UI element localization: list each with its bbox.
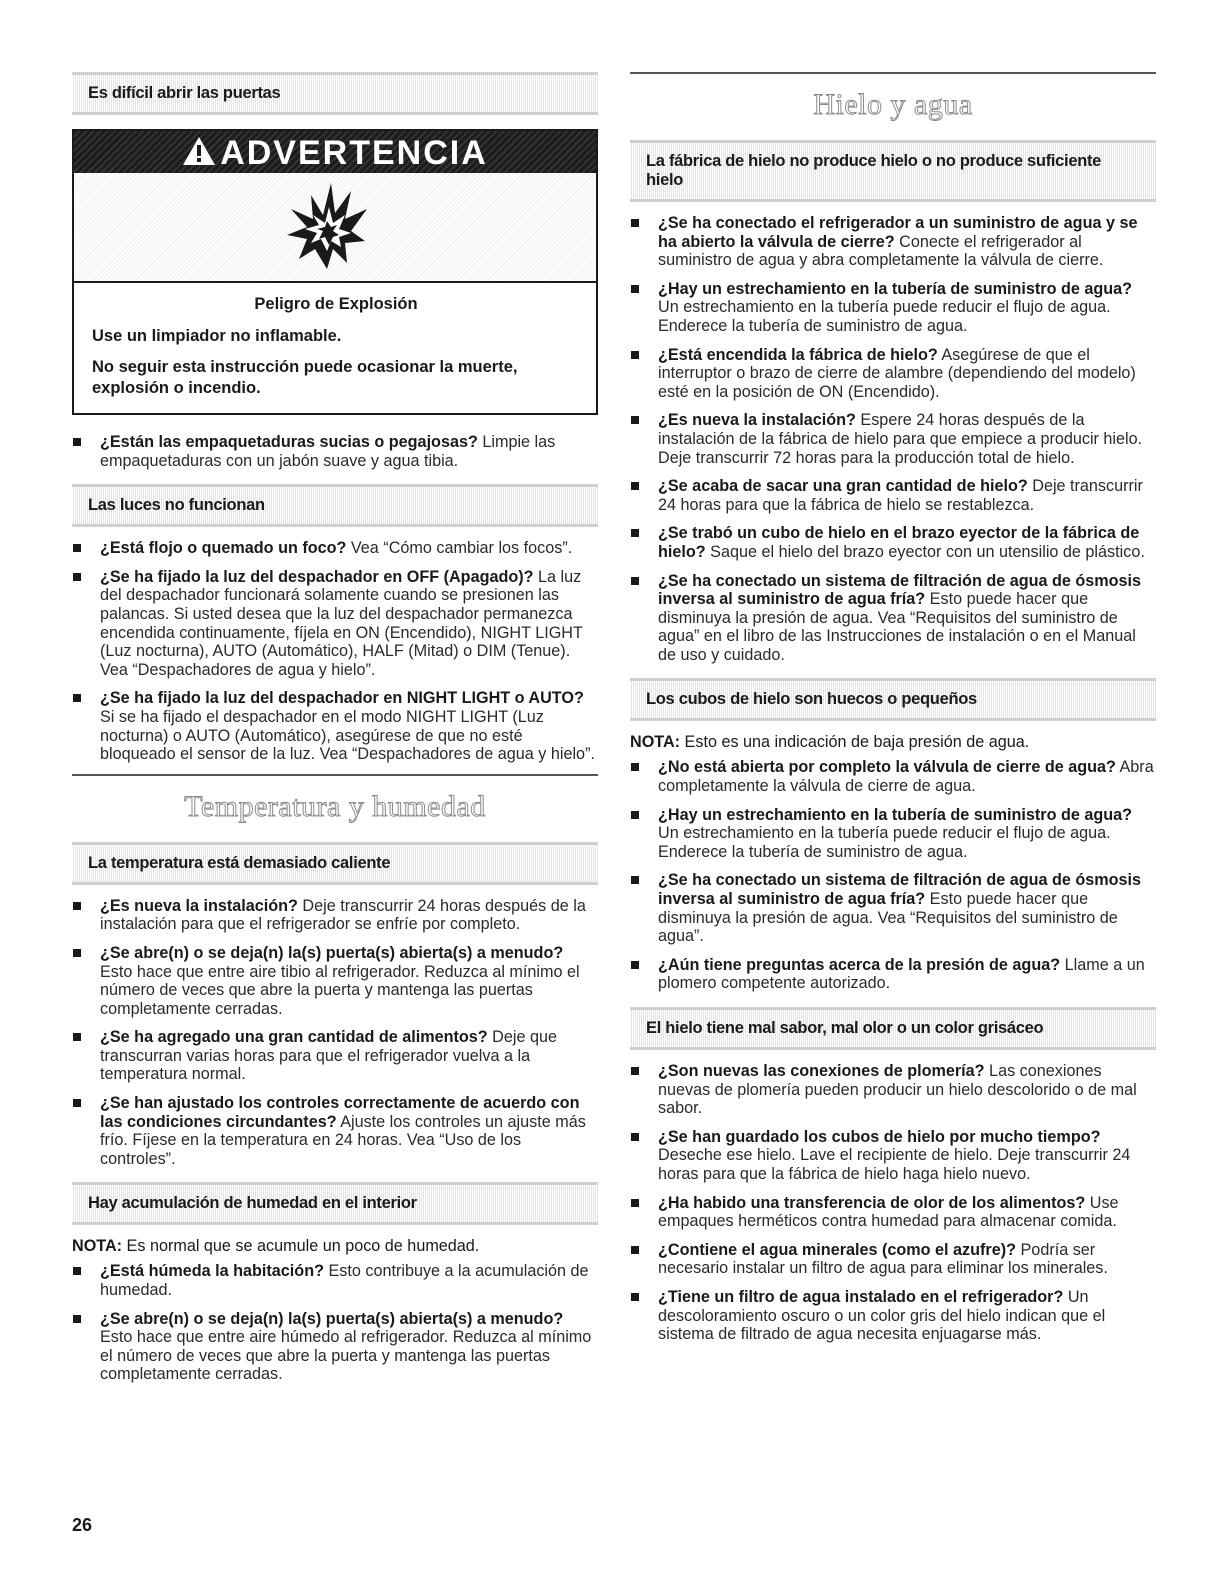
bullet-icon: [73, 949, 81, 957]
bullet-icon: [73, 1033, 81, 1041]
list-item: ¿Está húmeda la habitación? Esto contribuye a la acumulación de humedad.: [72, 1262, 598, 1299]
bullet-icon: [631, 1293, 639, 1301]
list-item: ¿No está abierta por completo la válvula de cierre de agua? Abra completamente la válvula de cierre de agua.: [630, 758, 1156, 795]
list-item: ¿Se ha conectado un sistema de filtración de agua de ósmosis inversa al suministro de agua fría? Esto puede hacer que disminuya la presión de agua. Vea “Requisitos del suministro de agua”.: [630, 871, 1156, 945]
bullet-icon: [631, 1246, 639, 1254]
list-item: ¿Se ha fijado la luz del despachador en OFF (Apagado)? La luz del despachador funcionará solamente cuando se presionen las palancas. Si usted desea que la luz del despachador permanezca encendida continuamente, fíjela en ON (Encendido), NIGHT LIGHT (Luz nocturna), AUTO (Automático), HALF (Mitad) o DIM (Tenue). Vea “Despachadores de agua y hielo”.: [72, 568, 598, 680]
list-item: ¿Ha habido una transferencia de olor de los alimentos? Use empaques herméticos contra humedad para almacenar comida.: [630, 1194, 1156, 1231]
bullet-icon: [73, 694, 81, 702]
bullet-icon: [73, 1099, 81, 1107]
bullet-icon: [73, 1315, 81, 1323]
bullet-icon: [631, 1199, 639, 1207]
taste-list: [630, 1062, 1156, 1344]
explosion-icon: [285, 179, 369, 271]
section-heading-moisture: Hay acumulación de humedad en el interior: [72, 1182, 598, 1225]
warning-instruction: Use un limpiador no inflamable.: [92, 327, 342, 345]
bullet-icon: [73, 438, 81, 446]
list-item: ¿Se ha fijado la luz del despachador en NIGHT LIGHT o AUTO? Si se ha fijado el despachador en el modo NIGHT LIGHT (Luz nocturna) o AUTO (Automático), asegúrese de que no esté bloqueado el sensor de la luz. Vea “Despachadores de agua y hielo”.: [72, 689, 598, 763]
warning-pictogram-area: [74, 173, 596, 283]
bullet-icon: [73, 573, 81, 581]
bullet-icon: [631, 285, 639, 293]
list-item: ¿Contiene el agua minerales (como el azufre)? Podría ser necesario instalar un filtro de agua para eliminar los minerales.: [630, 1241, 1156, 1278]
list-item: ¿Aún tiene preguntas acerca de la presión de agua? Llame a un plomero competente autorizado.: [630, 956, 1156, 993]
bullet-icon: [631, 876, 639, 884]
section-title-temperature: Temperatura y humedad: [72, 774, 598, 828]
section-heading-icemaker: La fábrica de hielo no produce hielo o no produce suficiente hielo: [630, 140, 1156, 202]
bullet-icon: [631, 961, 639, 969]
section-title-ice-water: Hielo y agua: [630, 72, 1156, 126]
list-item: ¿Es nueva la instalación? Deje transcurrir 24 horas después de la instalación para que el refrigerador se enfríe por completo.: [72, 897, 598, 934]
lights-list: [72, 539, 598, 764]
bullet-icon: [631, 482, 639, 490]
list-item: ¿Está flojo o quemado un foco? Vea “Cómo cambiar los focos”.: [72, 539, 598, 558]
bullet-icon: [73, 544, 81, 552]
list-item: ¿Se han ajustado los controles correctamente de acuerdo con las condiciones circundantes? Ajuste los controles un ajuste más frío. Fíjese en la temperatura en 24 horas. Vea “Uso de los controles”.: [72, 1094, 598, 1168]
warning-box: [72, 129, 598, 415]
bullet-icon: [631, 219, 639, 227]
bullet-icon: [631, 416, 639, 424]
list-item: ¿Se ha agregado una gran cantidad de alimentos? Deje que transcurran varias horas para que el refrigerador vuelva a la temperatura normal.: [72, 1028, 598, 1084]
warning-triangle-icon: [182, 136, 216, 166]
icemaker-list: [630, 214, 1156, 664]
doors-list: [72, 433, 598, 470]
hollow-note: NOTA: Esto es una indicación de baja presión de agua.: [630, 733, 1030, 752]
section-heading-hollow-cubes: Los cubos de hielo son huecos o pequeños: [630, 678, 1156, 721]
list-item: ¿Se han guardado los cubos de hielo por mucho tiempo? Deseche ese hielo. Lave el recipiente de hielo. Deje transcurrir 24 horas para que la fábrica de hielo haga hielo nuevo.: [630, 1128, 1156, 1184]
section-heading-bad-taste: El hielo tiene mal sabor, mal olor o un color grisáceo: [630, 1007, 1156, 1050]
page-number: 26: [72, 1515, 93, 1535]
list-item: ¿Está encendida la fábrica de hielo? Asegúrese de que el interruptor o brazo de cierre de alambre (dependiendo del modelo) esté en la posición de ON (Encendido).: [630, 346, 1156, 402]
bullet-icon: [631, 763, 639, 771]
warning-banner: [74, 131, 596, 173]
list-item: ¿Hay un estrechamiento en la tubería de suministro de agua? Un estrechamiento en la tubería puede reducir el flujo de agua. Enderece la tubería de suministro de agua.: [630, 280, 1156, 336]
bullet-icon: [631, 529, 639, 537]
list-item: ¿Se acaba de sacar una gran cantidad de hielo? Deje transcurrir 24 horas para que la fábrica de hielo se restablezca.: [630, 477, 1156, 514]
list-item: ¿Se abre(n) o se deja(n) la(s) puerta(s) abierta(s) a menudo? Esto hace que entre aire húmedo al refrigerador. Reduzca al mínimo el número de veces que abre la puerta y mantenga las puertas completamente cerradas.: [72, 1310, 598, 1384]
section-heading-lights: Las luces no funcionan: [72, 484, 598, 527]
list-item: ¿Es nueva la instalación? Espere 24 horas después de la instalación de la fábrica de hielo para que empiece a producir hielo. Deje transcurrir 72 horas para la producción total de hielo.: [630, 411, 1156, 467]
right-column: [630, 72, 1156, 1354]
bullet-icon: [631, 811, 639, 819]
list-item: ¿Se abre(n) o se deja(n) la(s) puerta(s) abierta(s) a menudo? Esto hace que entre aire tibio al refrigerador. Reduzca al mínimo el número de veces que abre la puerta y mantenga las puertas completamente cerradas.: [72, 944, 598, 1018]
bullet-icon: [73, 1267, 81, 1275]
warning-hazard: Peligro de Explosión: [254, 295, 418, 313]
hollow-list: [630, 758, 1156, 993]
bullet-icon: [631, 351, 639, 359]
bullet-icon: [73, 902, 81, 910]
temperature-list: [72, 897, 598, 1169]
list-item: ¿Hay un estrechamiento en la tubería de suministro de agua? Un estrechamiento en la tubería puede reducir el flujo de agua. Enderece la tubería de suministro de agua.: [630, 806, 1156, 862]
warning-title: ADVERTENCIA: [220, 134, 488, 172]
bullet-icon: [631, 1067, 639, 1075]
bullet-icon: [631, 577, 639, 585]
list-item: ¿Se ha conectado el refrigerador a un suministro de agua y se ha abierto la válvula de cierre? Conecte el refrigerador al suministro de agua y abra completamente la válvula de cierre.: [630, 214, 1156, 270]
list-item: ¿Son nuevas las conexiones de plomería? Las conexiones nuevas de plomería pueden producir un hielo descolorido o de mal sabor.: [630, 1062, 1156, 1118]
list-item: ¿Se trabó un cubo de hielo en el brazo eyector de la fábrica de hielo? Saque el hielo del brazo eyector con un utensilio de plástico.: [630, 524, 1156, 561]
list-item: ¿Se ha conectado un sistema de filtración de agua de ósmosis inversa al suministro de agua fría? Esto puede hacer que disminuya la presión de agua. Vea “Requisitos del suministro de agua” en el libro de las Instrucciones de instalación o en el Manual de uso y cuidado.: [630, 572, 1156, 665]
list-item: ¿Tiene un filtro de agua instalado en el refrigerador? Un descoloramiento oscuro o un color gris del hielo indican que el sistema de filtrado de agua necesita enjuagarse más.: [630, 1288, 1156, 1344]
bullet-icon: [631, 1133, 639, 1141]
left-column: [72, 72, 598, 1394]
moisture-note: NOTA: Es normal que se acumule un poco de humedad.: [72, 1237, 480, 1256]
section-heading-doors: Es difícil abrir las puertas: [72, 72, 598, 115]
list-item: ¿Están las empaquetaduras sucias o pegajosas? Limpie las empaquetaduras con un jabón suave y agua tibia.: [72, 433, 598, 470]
warning-consequence: No seguir esta instrucción puede ocasionar la muerte, explosión o incendio.: [92, 358, 518, 397]
section-heading-temperature: La temperatura está demasiado caliente: [72, 842, 598, 885]
moisture-list: [72, 1262, 598, 1384]
